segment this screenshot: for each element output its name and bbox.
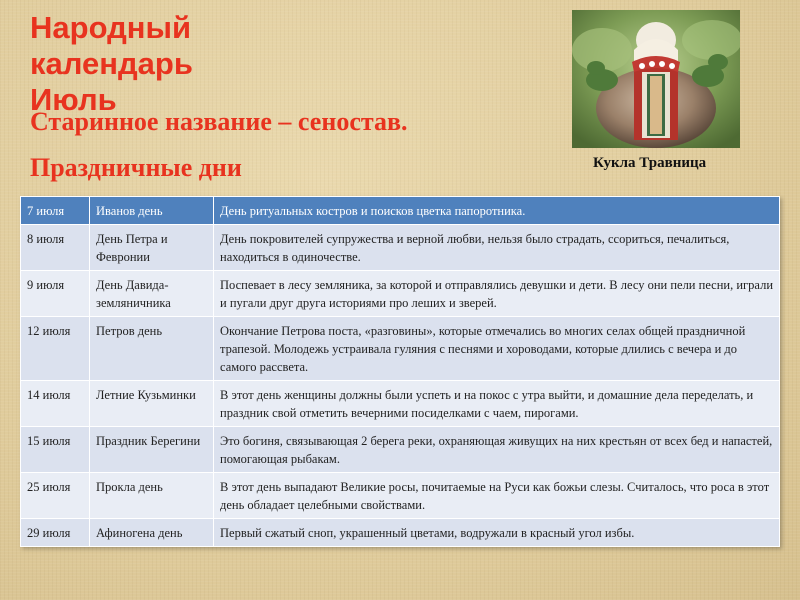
table-row (21, 427, 780, 473)
holidays-table-grid (20, 196, 780, 547)
date-cell: 9 июля (21, 271, 90, 317)
holiday-name-cell: Петров день (90, 317, 214, 381)
description-cell: В этот день выпадают Великие росы, почитаемые на Руси как божьи слезы. Считалось, что роса в этот день обладает целебными свойствами. (214, 473, 780, 519)
holidays-table (20, 196, 780, 547)
title-line-2: календарь (30, 46, 193, 81)
holidays-subtitle: Праздничные дни (30, 153, 242, 182)
description-cell: Поспевает в лесу земляника, за которой и отправлялись девушки и дети. В лесу они пели песни, играли и пугали друг друга историями про леших и зверей. (214, 271, 780, 317)
holiday-name-cell: Прокла день (90, 473, 214, 519)
date-cell: 25 июля (21, 473, 90, 519)
table-row (21, 519, 780, 547)
doll-image (572, 10, 740, 148)
table-row (21, 197, 780, 225)
date-cell: 12 июля (21, 317, 90, 381)
date-cell: 29 июля (21, 519, 90, 547)
title-line-1: Народный (30, 10, 192, 45)
date-cell: 8 июля (21, 225, 90, 271)
table-row (21, 381, 780, 427)
description-cell: День покровителей супружества и верной любви, нельзя было страдать, ссориться, печалиться, находиться в одиночестве. (214, 225, 780, 271)
date-cell: 14 июля (21, 381, 90, 427)
table-row (21, 271, 780, 317)
table-row (21, 473, 780, 519)
date-cell: 15 июля (21, 427, 90, 473)
holiday-name-cell: День Давида-земляничника (90, 271, 214, 317)
table-row (21, 225, 780, 271)
doll-caption: Кукла Травница (593, 155, 707, 171)
old-name-subtitle: Старинное название – сеностав. (30, 107, 408, 136)
description-cell: День ритуальных костров и поисков цветка папоротника. (214, 197, 780, 225)
description-cell: Первый сжатый сноп, украшенный цветами, водружали в красный угол избы. (214, 519, 780, 547)
holiday-name-cell: Летние Кузьминки (90, 381, 214, 427)
holiday-name-cell: Праздник Берегини (90, 427, 214, 473)
holiday-name-cell: День Петра и Февронии (90, 225, 214, 271)
table-row (21, 317, 780, 381)
doll-photo (572, 10, 740, 148)
description-cell: В этот день женщины должны были успеть и на покос с утра выйти, и домашние дела переделать, и праздник свой отметить вечерними посиделками с чаем, пирогами. (214, 381, 780, 427)
page-title (30, 10, 193, 118)
description-cell: Окончание Петрова поста, «разговины», которые отмечались во многих селах общей праздничной трапезой. Молодежь устраивала гуляния с песнями и хороводами, которые длились с вечера и до самого рассвета. (214, 317, 780, 381)
title-line-3: Июль (30, 82, 117, 117)
date-cell: 7 июля (21, 197, 90, 225)
description-cell: Это богиня, связывающая 2 берега реки, охраняющая живущих на них крестьян от всех бед и напастей, помогающая рыбакам. (214, 427, 780, 473)
holiday-name-cell: Иванов день (90, 197, 214, 225)
holiday-name-cell: Афиногена день (90, 519, 214, 547)
